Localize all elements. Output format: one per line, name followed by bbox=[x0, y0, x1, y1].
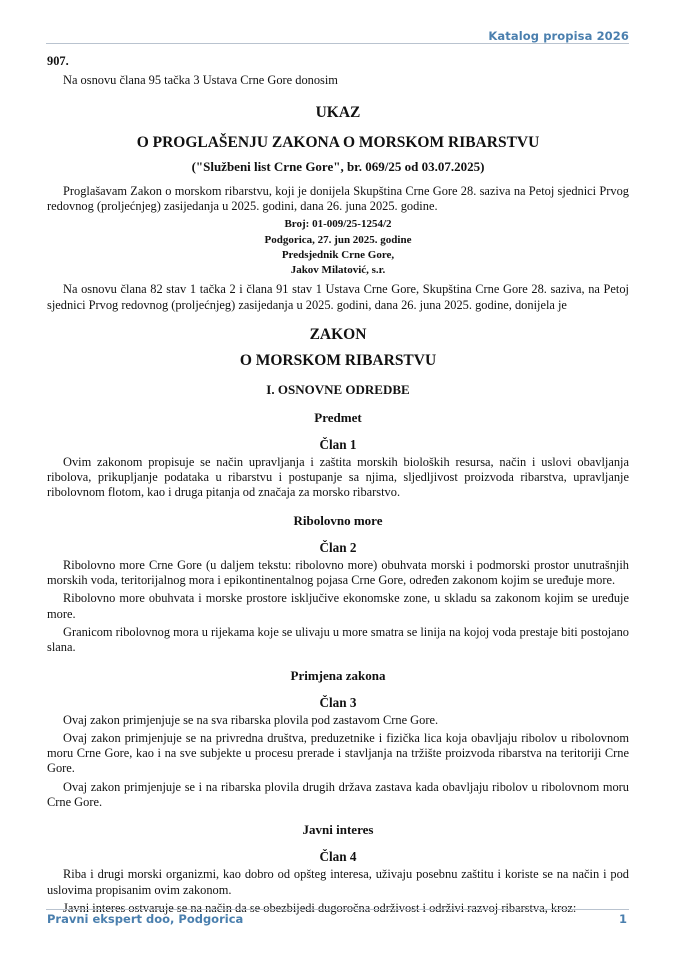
proclamation-paragraph: Proglašavam Zakon o morskom ribarstvu, koji je donijela Skupština Crne Gore 28. saziva na Petoj sjednici Prvog redovnog (proljećnjeg) zasijedanja u 2025. godini, dana 26. juna 2025. godine. bbox=[47, 183, 629, 214]
article-3-paragraph-1: Ovaj zakon primjenjuje se na sva ribarska plovila pod zastavom Crne Gore. bbox=[63, 712, 439, 727]
footer-rule bbox=[46, 909, 629, 910]
section-heading: I. OSNOVNE ODREDBE bbox=[266, 381, 410, 397]
subheading-predmet: Predmet bbox=[314, 409, 362, 425]
catalog-header: Katalog propisa 2026 bbox=[488, 29, 629, 43]
law-basis-paragraph: Na osnovu člana 82 stav 1 tačka 2 i člana 91 stav 1 Ustava Crne Gore, Skupština Crne Gore 28. saziva, na Petoj sjednici Prvog redovnog (proljećnjeg) zasijedanja u 2025. godini, dana 26. juna 2025. godine, donijela je bbox=[47, 282, 629, 312]
article-1-heading: Član 1 bbox=[319, 436, 357, 452]
article-4-heading: Član 4 bbox=[319, 849, 357, 865]
decree-subtitle: O PROGLAŠENJU ZAKONA O MORSKOM RIBARSTVU bbox=[136, 133, 540, 151]
article-4-paragraph-2: Javni interes ostvaruje se na način da se obezbijedi dugoročna održivost i održivi razvoj ribarstva, kroz: bbox=[63, 900, 577, 915]
signature-number: Broj: 01-009/25-1254/2 bbox=[284, 218, 392, 231]
footer-publisher: Pravni ekspert doo, Podgorica bbox=[47, 912, 244, 926]
article-2-paragraph-2: Ribolovno more obuhvata i morske prostore isključive ekonomske zone, u skladu sa zakonom kojim se uređuje more. bbox=[47, 591, 629, 621]
article-2-paragraph-1: Ribolovno more Crne Gore (u daljem tekstu: ribolovno more) obuhvata morski i podmorski prostor unutrašnjih morskih voda, teritorijalnog mora i epikontinentalnog pojasa Crne Gore, određen zakonom kojim se uređuje more. bbox=[47, 557, 629, 588]
signature-role: Predsjednik Crne Gore, bbox=[281, 248, 395, 261]
page-number: 1 bbox=[618, 912, 627, 926]
article-4-paragraph-1: Riba i drugi morski organizmi, kao dobro od opšteg interesa, uživaju posebnu zaštitu i koriste se na način i pod uslovima propisanim ovim zakonom. bbox=[47, 867, 629, 897]
subheading-primjena: Primjena zakona bbox=[290, 667, 386, 683]
subheading-javni-interes: Javni interes bbox=[302, 822, 374, 838]
article-3-heading: Član 3 bbox=[319, 694, 357, 710]
document-body bbox=[47, 52, 629, 919]
decree-title: UKAZ bbox=[315, 103, 361, 121]
article-1-paragraph: Ovim zakonom propisuje se način upravljanja i zaštita morskih bioloških resursa, način i uslovi obavljanja ribolova, prikupljanje podataka u ribarstvu i postupanje sa njima, sljedljivost proizvoda ribarstva, upravljanje ribolovnom flotom, kao i druga pitanja od značaja za morsko ribarstvo. bbox=[47, 454, 629, 500]
article-3-paragraph-2: Ovaj zakon primjenjuje se na privredna društva, preduzetnike i fizička lica koja obavljaju ribolov u ribolovnom moru Crne Gore, kao i na sve subjekte u procesu prerade i stavljanja na tržište proizvoda ribarstva na teritoriji Crne Gore. bbox=[47, 730, 629, 776]
gazette-reference: ("Službeni list Crne Gore", br. 069/25 od 03.07.2025) bbox=[191, 158, 485, 174]
intro-paragraph: Na osnovu člana 95 tačka 3 Ustava Crne Gore donosim bbox=[63, 73, 338, 88]
document-number: 907. bbox=[47, 54, 69, 68]
article-3-paragraph-3: Ovaj zakon primjenjuje se i na ribarska plovila drugih država zastava kada obavljaju ribolov u ribolovnom moru Crne Gore. bbox=[47, 779, 629, 810]
signature-place-date: Podgorica, 27. jun 2025. godine bbox=[264, 233, 412, 246]
article-2-heading: Član 2 bbox=[319, 539, 357, 555]
article-2-paragraph-3: Granicom ribolovnog mora u rijekama koje se ulivaju u more smatra se linija na kojoj voda prestaje biti postojano slana. bbox=[47, 624, 629, 655]
law-subtitle: O MORSKOM RIBARSTVU bbox=[239, 351, 437, 369]
signature-name: Jakov Milatović, s.r. bbox=[290, 264, 386, 277]
subheading-ribolovno-more: Ribolovno more bbox=[293, 512, 383, 528]
header-rule bbox=[46, 43, 629, 44]
law-title: ZAKON bbox=[309, 325, 367, 343]
